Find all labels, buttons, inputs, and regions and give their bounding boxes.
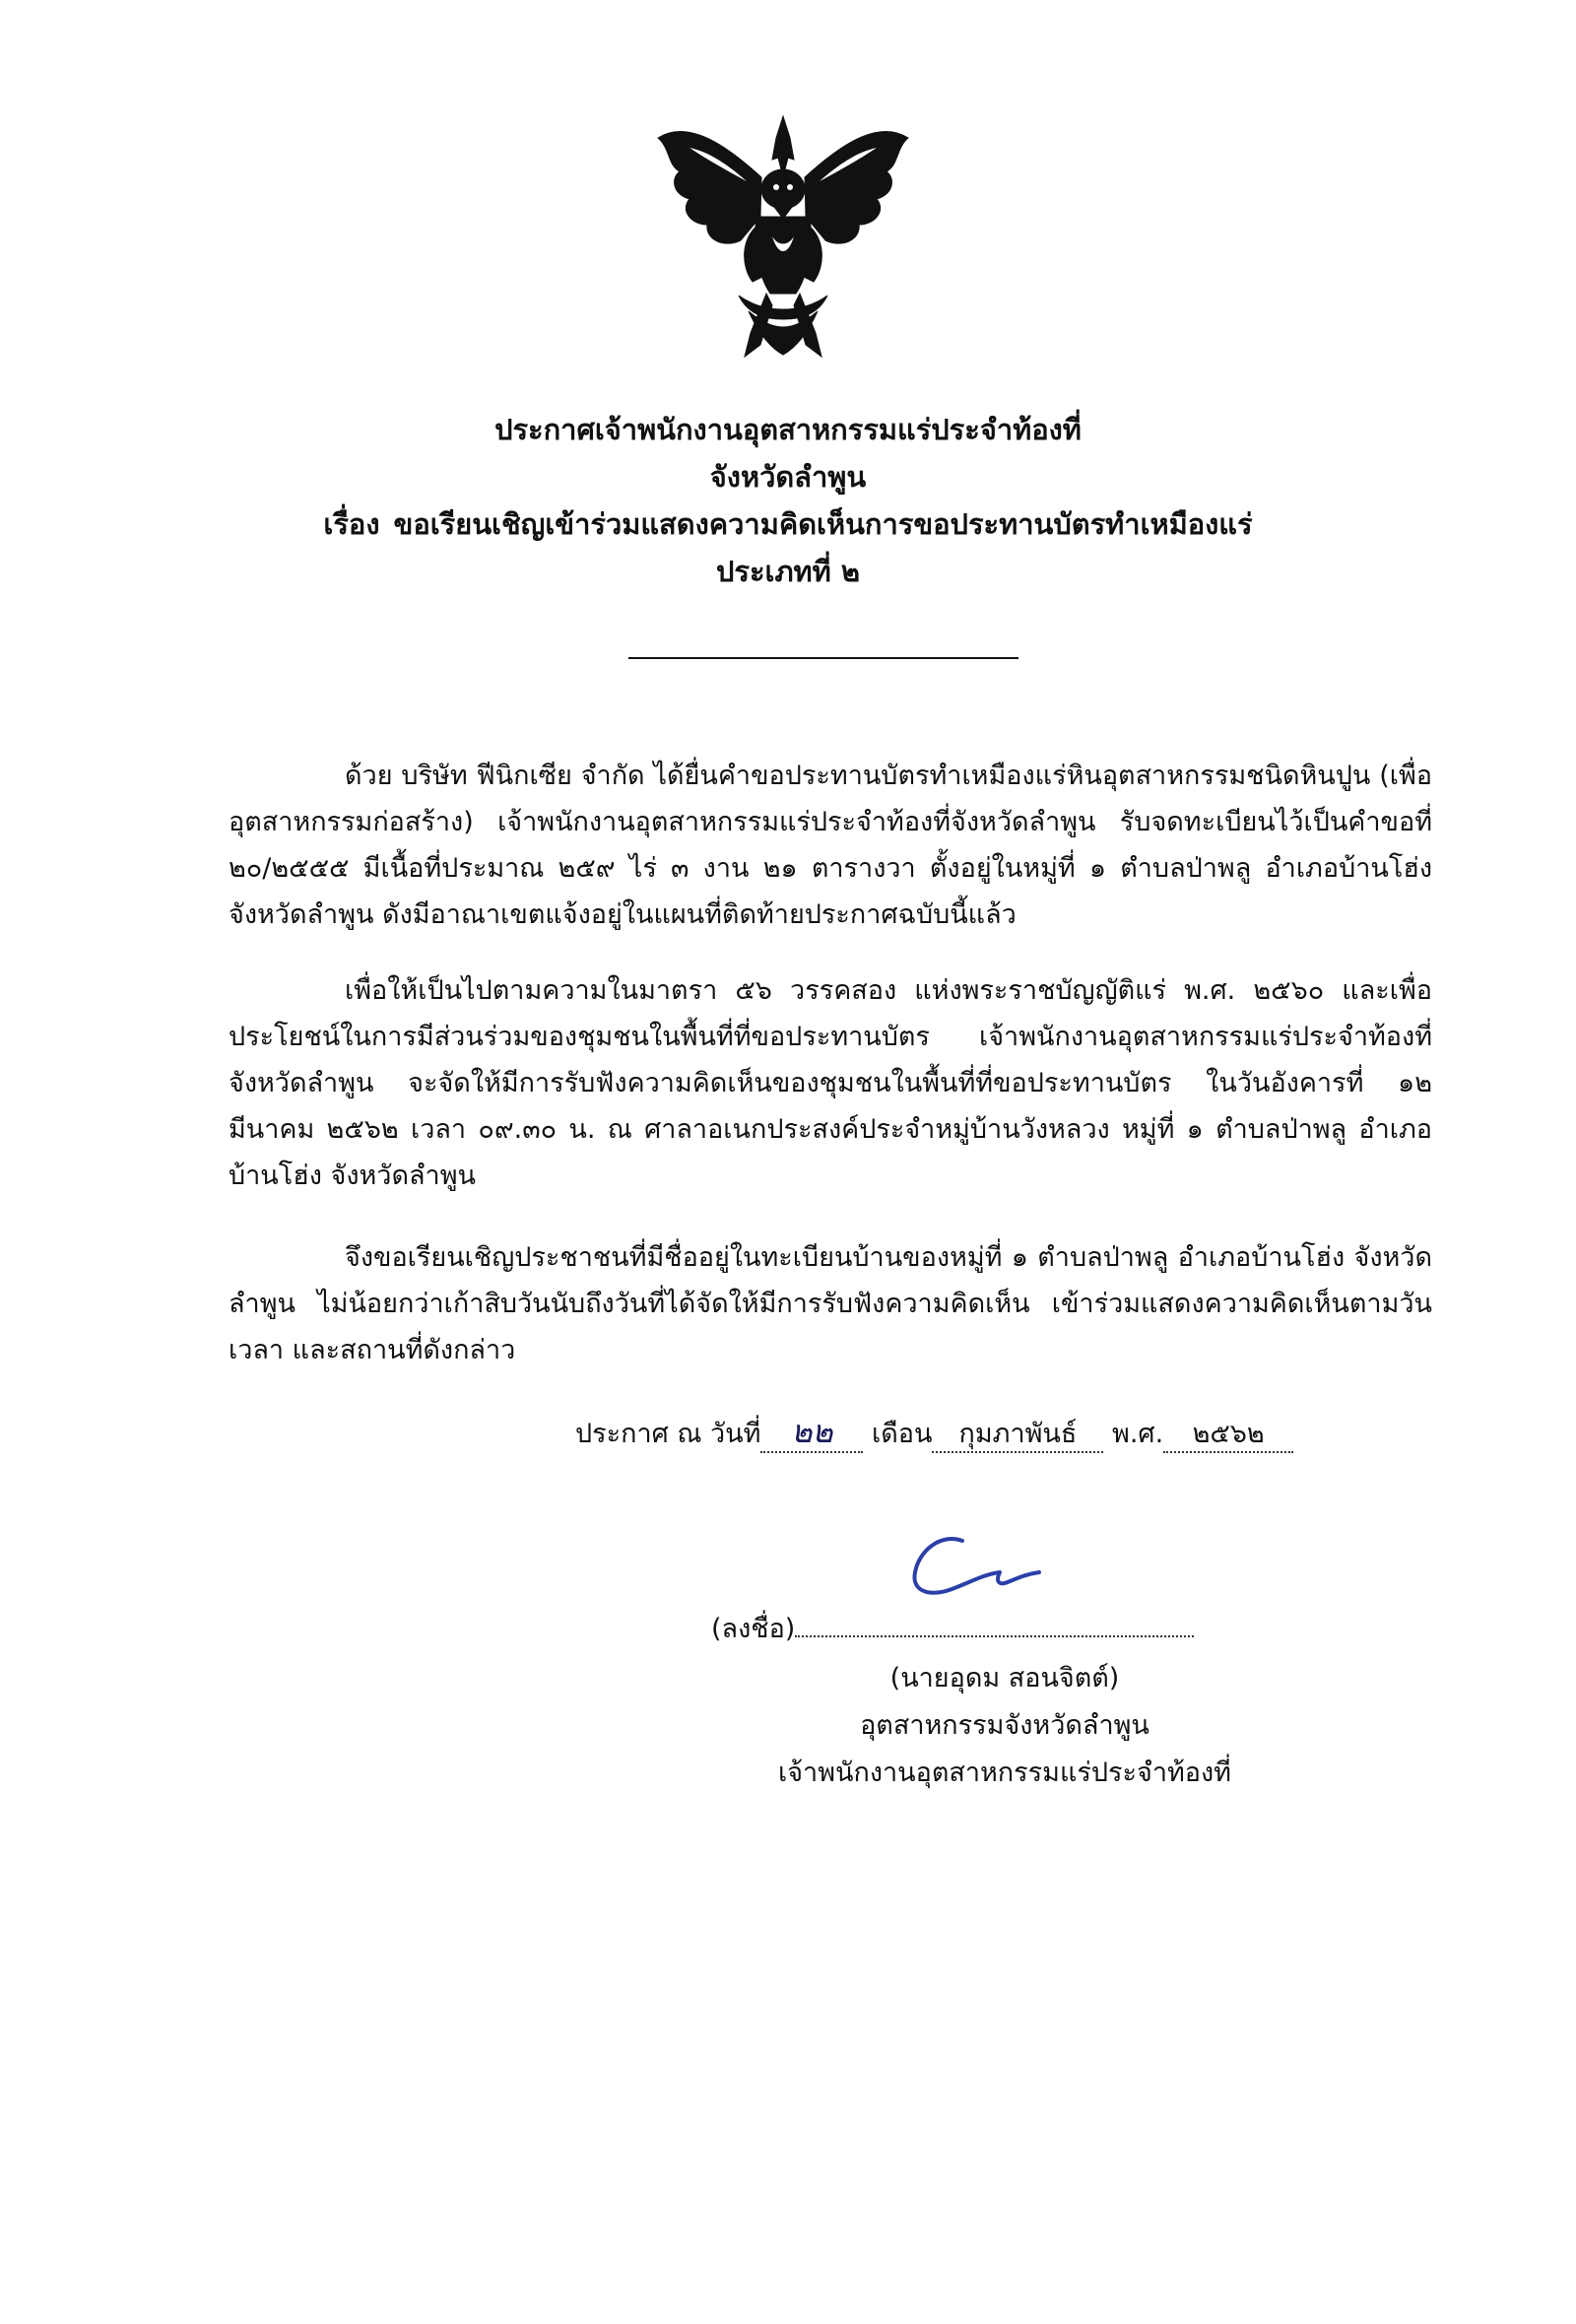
announcement-title <box>0 406 1576 595</box>
signer-name: (นายอุดม สอนจิตต์) <box>889 1663 1120 1693</box>
body-paragraph-3: จึงขอเรียนเชิญประชาชนที่มีชื่ออยู่ในทะเบียนบ้านของหมู่ที่ ๑ ตำบลป่าพลู อำเภอบ้านโฮ่ง จังหวัดลำพูน ไม่น้อยกว่าเก้าสิบวันนับถึงวันที่ได้จัดให้มีการรับฟังความคิดเห็น เข้าร่วมแสดงความคิดเห็นตามวัน เวลา และสถานที่ดังกล่าว <box>229 1242 1432 1365</box>
subject-prefix: เรื่อง <box>323 507 380 541</box>
body-paragraph-2: เพื่อให้เป็นไปตามความในมาตรา ๕๖ วรรคสอง แห่งพระราชบัญญัติแร่ พ.ศ. ๒๕๖๐ และเพื่อประโยชน์ในการมีส่วนร่วมของชุมชนในพื้นที่ที่ขอประทานบัตร เจ้าพนักงานอุตสาหกรรมแร่ประจำท้องที่จังหวัดลำพูน จะจัดให้มีการรับฟังความคิดเห็นของชุมชนในพื้นที่ที่ขอประทานบัตร ในวันอังคารที่ ๑๒ มีนาคม ๒๕๖๒ เวลา ๐๙.๓๐ น. ณ ศาลาอเนกประสงค์ประจำหมู่บ้านวังหลวง หมู่ที่ ๑ ตำบลป่าพลู อำเภอบ้านโฮ่ง จังหวัดลำพูน <box>229 975 1432 1191</box>
date-month-label: เดือน <box>872 1419 933 1449</box>
date-year-field <box>1163 1418 1293 1453</box>
title-subject <box>0 500 1576 548</box>
title-line-2: จังหวัดลำพูน <box>709 460 867 494</box>
announcement-date <box>575 1411 1293 1457</box>
signature-dotted-line <box>795 1606 1194 1637</box>
date-prefix: ประกาศ ณ วันที่ <box>575 1419 761 1449</box>
title-divider <box>628 657 1018 659</box>
body-paragraph-1: ด้วย บริษัท ฟีนิกเซีย จำกัด ได้ยื่นคำขอประทานบัตรทำเหมืองแร่หินอุตสาหกรรมชนิดหินปูน (เพื่ออุตสาหกรรมก่อสร้าง) เจ้าพนักงานอุตสาหกรรมแร่ประจำท้องที่จังหวัดลำพูน รับจดทะเบียนไว้เป็นคำขอที่ ๒๐/๒๕๕๕ มีเนื้อที่ประมาณ ๒๕๙ ไร่ ๓ งาน ๒๑ ตารางวา ตั้งอยู่ในหมู่ที่ ๑ ตำบลป่าพลู อำเภอบ้านโฮ่ง จังหวัดลำพูน ดังมีอาณาเขตแจ้งอยู่ในแผนที่ติดท้ายประกาศฉบับนี้แล้ว <box>229 761 1432 930</box>
date-day-field <box>760 1415 863 1453</box>
title-line-1: ประกาศเจ้าพนักงานอุตสาหกรรมแร่ประจำท้องที่ <box>494 413 1082 446</box>
handwritten-signature <box>901 1529 1049 1618</box>
garuda-emblem-icon <box>650 108 916 374</box>
date-month: กุมภาพันธ์ <box>958 1419 1078 1449</box>
signature-line <box>711 1606 1194 1652</box>
signer-position-2: เจ้าพนักงานอุตสาหกรรมแร่ประจำท้องที่ <box>778 1758 1231 1788</box>
date-month-field <box>932 1418 1103 1453</box>
subject-text: ขอเรียนเชิญเข้าร่วมแสดงความคิดเห็นการขอประทานบัตรทำเหมืองแร่ <box>393 507 1253 541</box>
signer-block <box>724 1655 1285 1797</box>
signature-label: (ลงชื่อ) <box>711 1614 796 1644</box>
date-year-label: พ.ศ. <box>1112 1419 1164 1449</box>
date-year: ๒๕๖๒ <box>1192 1419 1265 1449</box>
date-day: ๒๒ <box>791 1413 833 1450</box>
title-line-4: ประเภทที่ ๒ <box>715 555 861 588</box>
signer-position-1: อุตสาหกรรมจังหวัดลำพูน <box>860 1710 1149 1741</box>
